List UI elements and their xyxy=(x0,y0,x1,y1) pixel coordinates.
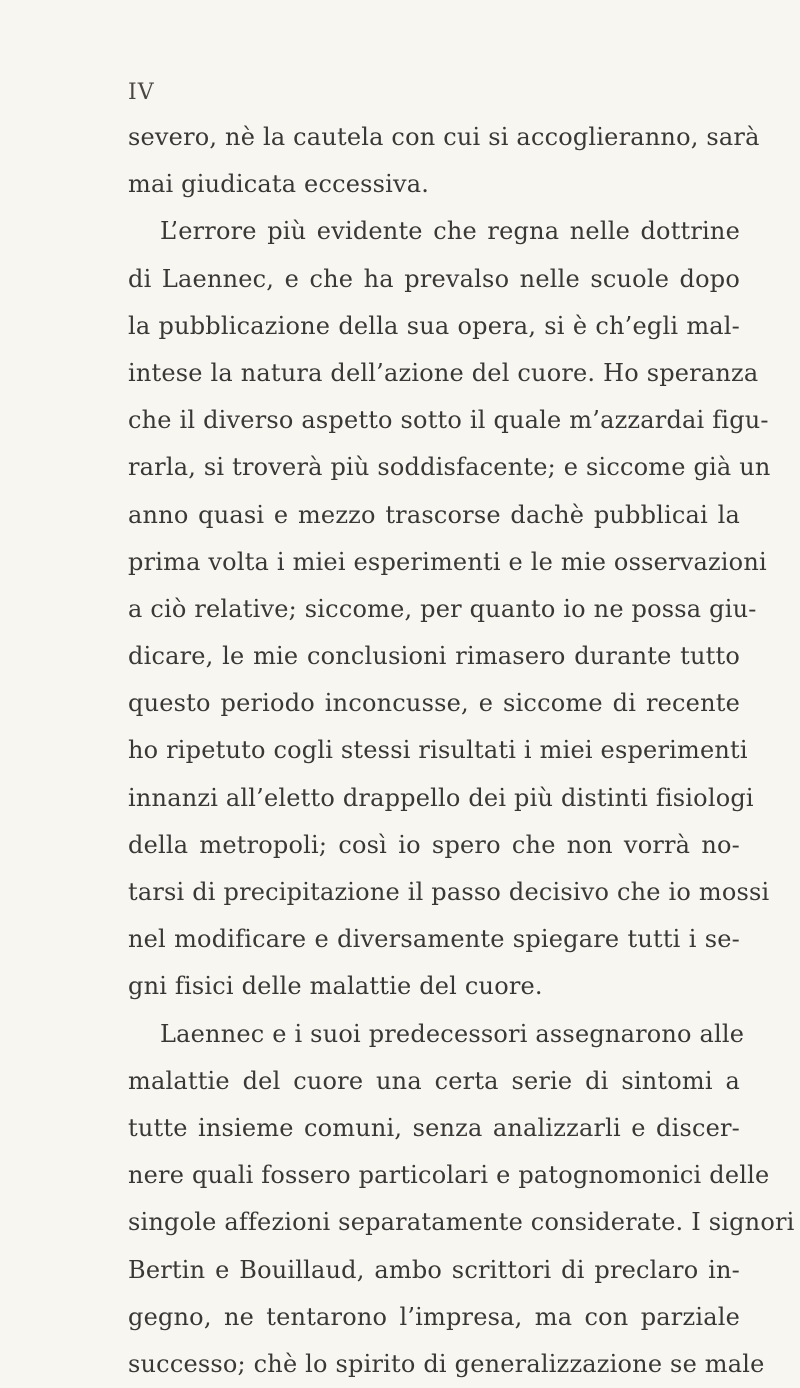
text-line: mai giudicata eccessiva. xyxy=(128,170,430,199)
text-line: a ciò relative; siccome, per quanto io ne possa giu- xyxy=(128,594,757,623)
text-line: gni fisici delle malattie del cuore. xyxy=(128,972,543,1001)
text-line: rarla, si troverà più soddisfacente; e siccome già un xyxy=(128,453,771,482)
text-line: innanzi all’eletto drappello dei più distinti fisiologi xyxy=(128,783,754,812)
text-line: dicare, le mie conclusioni rimasero durante tutto xyxy=(128,642,740,671)
text-line: nel modificare e diversamente spiegare tutti i se- xyxy=(128,925,740,954)
text-line: di Laennec, e che ha prevalso nelle scuole dopo xyxy=(128,264,740,293)
text-line: ho ripetuto cogli stessi risultati i miei esperimenti xyxy=(128,736,748,765)
text-line: malattie del cuore una certa serie di sintomi a xyxy=(128,1066,740,1095)
text-line: tarsi di precipitazione il passo decisivo che io mossi xyxy=(128,878,770,906)
text-line: gegno, ne tentarono l’impresa, ma con parziale xyxy=(128,1302,740,1331)
text-line: prima volta i miei esperimenti e le mie osservazioni xyxy=(128,547,767,576)
text-line: nere quali fossero particolari e patognomonici delle xyxy=(128,1161,770,1190)
text-line: singole affezioni separatamente considerate. I signori xyxy=(128,1208,795,1237)
paragraph-start-line: L’errore più evidente che regna nelle dottrine xyxy=(160,217,740,246)
body-text xyxy=(128,114,795,1388)
text-line: intese la natura dell’azione del cuore. Ho speranza xyxy=(128,358,759,387)
page-number: IV xyxy=(128,80,155,105)
text-line: Bertin e Bouillaud, ambo scrittori di preclaro in- xyxy=(128,1255,740,1284)
text-line: la pubblicazione della sua opera, si è ch’egli mal- xyxy=(128,311,740,340)
text-line: questo periodo inconcusse, e siccome di recente xyxy=(128,689,740,718)
text-line: della metropoli; così io spero che non vorrà no- xyxy=(128,830,740,859)
paragraph-start-line: Laennec e i suoi predecessori assegnarono alle xyxy=(160,1019,745,1048)
text-line: che il diverso aspetto sotto il quale m’azzardai figu- xyxy=(128,406,769,435)
text-line: tutte insieme comuni, senza analizzarli e discer- xyxy=(128,1113,740,1142)
text-line: anno quasi e mezzo trascorse dachè pubblicai la xyxy=(128,500,740,529)
text-line: severo, nè la cautela con cui si accoglieranno, sarà xyxy=(128,123,760,151)
text-line: successo; chè lo spirito di generalizzazione se male xyxy=(128,1349,765,1378)
